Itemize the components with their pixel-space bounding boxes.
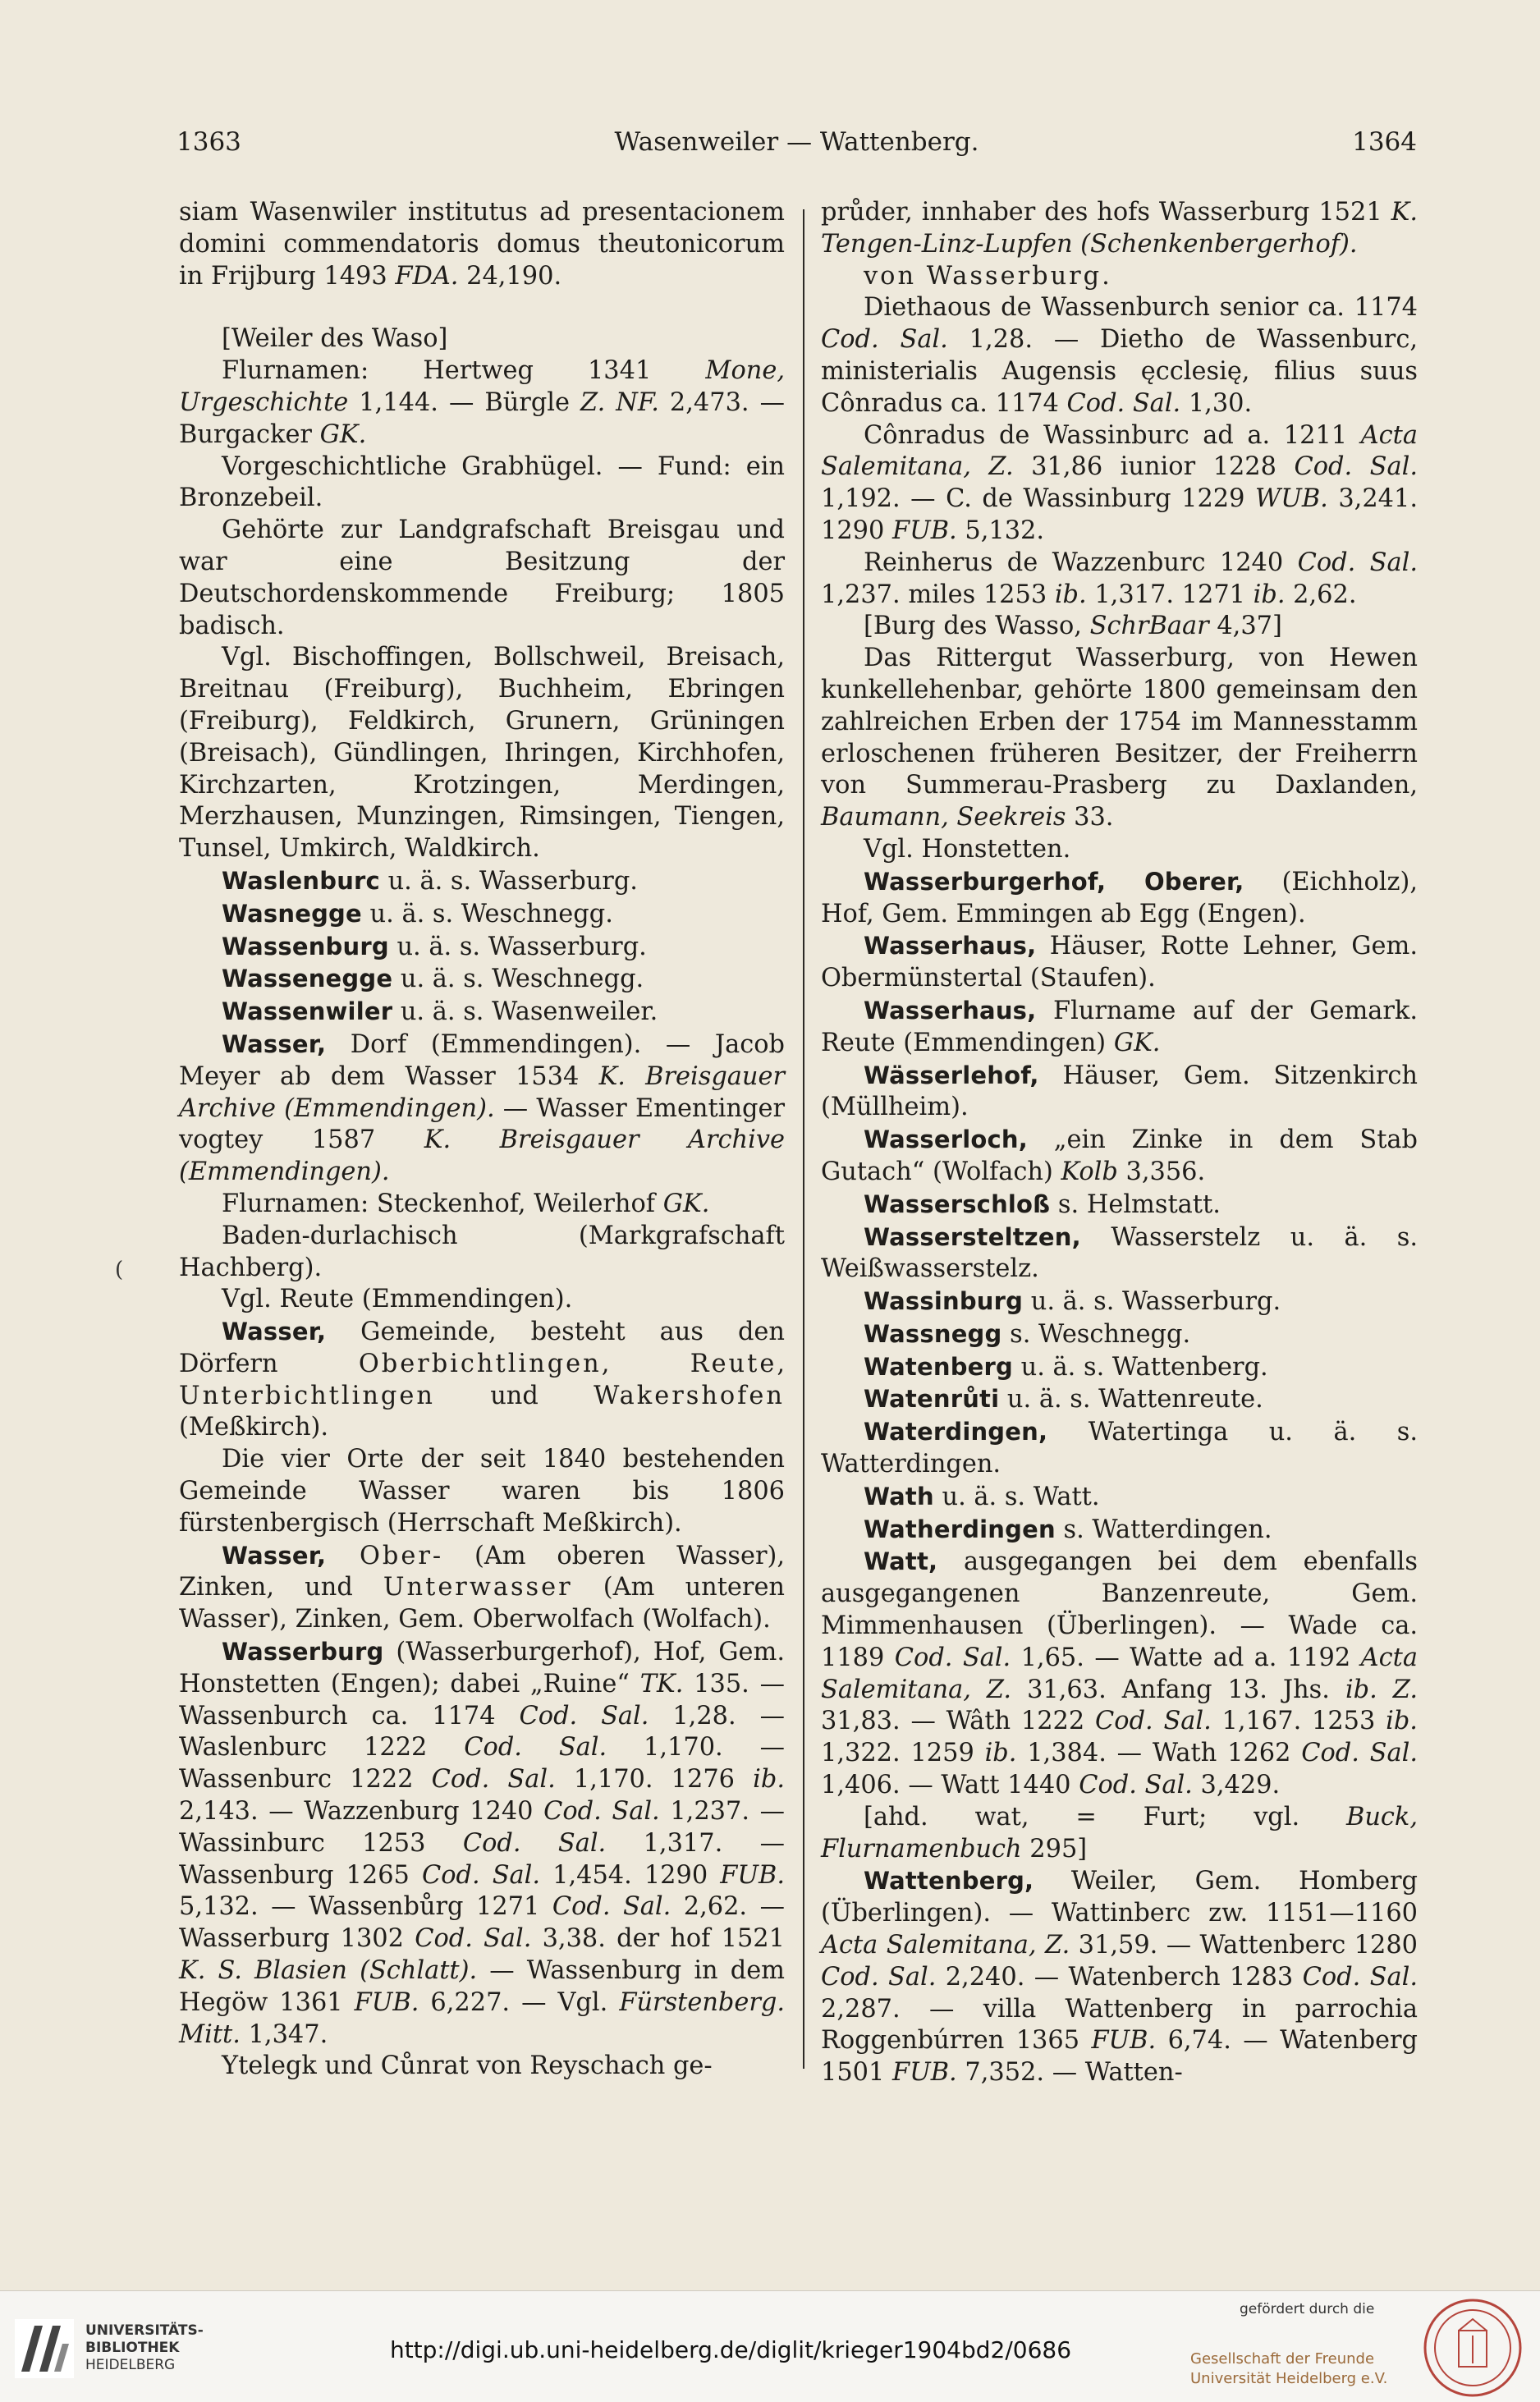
paragraph: Vgl. Bischoffingen, Bollschweil, Breisach, Breitnau (Freiburg), Buchheim, Ebringen (Freiburg), Feldkirch, Grunern, Grüningen (Breisach), Gündlingen, Ihringen, Kirchhofen, Kirchzarten, Krotzingen, Merdingen, Merzhausen, Munzingen, Rimsingen, Tiengen, Tunsel, Umkirch, Waldkirch. [179, 643, 785, 864]
paragraph: Vgl. Honstetten. [864, 834, 1071, 864]
paragraph: Baden-durlachisch (Markgrafschaft Hachberg). [179, 1221, 785, 1282]
margin-mark: ( [115, 1258, 124, 1282]
entry: Wassersteltzen, Wasserstelz u. ä. s. Weißwasserstelz. [821, 1222, 1418, 1284]
entry: Wasserburgerhof, Oberer, (Eichholz), Hof, Gem. Emmingen ab Egg (Engen). [821, 867, 1418, 928]
paragraph: Die vier Orte der seit 1840 bestehenden Gemeinde Wasser waren bis 1806 fürstenbergisch (Herrschaft Meßkirch). [179, 1445, 785, 1538]
sponsor-label: gefördert durch die [1240, 2301, 1375, 2317]
library-logo[interactable] [15, 2316, 228, 2381]
paragraph: Gehörte zur Landgrafschaft Breisgau und war eine Besitzung der Deutschordenskommende Freiburg; 1805 badisch. [179, 516, 785, 640]
entry: Wassenegge u. ä. s. Weschnegg. [222, 965, 644, 994]
entry: Wässerlehof, Häuser, Gem. Sitzenkirch (Müllheim). [821, 1061, 1418, 1122]
paragraph: Diethaous de Wassenburch senior ca. 1174 Cod. Sal. 1,28. — Dietho de Wassenburc, ministerialis Augensis ęcclesię, filius suus Cônradus ca. 1174 Cod. Sal. 1,30. [821, 293, 1418, 418]
page-number-left: 1363 [176, 127, 241, 157]
paragraph: Vgl. Reute (Emmendingen). [222, 1285, 573, 1314]
right-column [821, 197, 1418, 2089]
library-emblem-icon [15, 2319, 74, 2378]
entry: Wattenberg, Weiler, Gem. Homberg (Überlingen). — Wattinberc zw. 1151—1160 Acta Salemitana, Z. 31,59. — Wattenberc 1280 Cod. Sal. 2,240. — Watenberch 1283 Cod. Sal. 2,287. — villa Wattenberg in parrochia Roggenbúrren 1365 FUB. 6,74. — Watenberg 1501 FUB. 7,352. — Watten- [821, 1867, 1418, 2088]
entry: Watherdingen s. Watterdingen. [864, 1515, 1272, 1544]
paragraph: [ahd. wat, = Furt; vgl. Buck, Flurnamenbuch 295] [821, 1802, 1418, 1863]
entry: Wassnegg s. Weschnegg. [864, 1319, 1191, 1349]
entry: Wassinburg u. ä. s. Wasserburg. [864, 1287, 1281, 1317]
entry: Waterdingen, Watertinga u. ä. s. Watterdingen. [821, 1418, 1418, 1479]
paragraph: Das Rittergut Wasserburg, von Hewen kunkellehenbar, gehörte 1800 gemeinsam den zahlreichen Erben der 1754 im Mannesstamm erloschenen früheren Besitzer, der Freiherrn von Summerau-Prasberg zu Daxlanden, Baumann, Seekreis 33. [821, 644, 1418, 832]
sponsor-name-line1: Gesellschaft der Freunde [1190, 2350, 1375, 2368]
university-seal-icon [1423, 2298, 1523, 2398]
page-header [176, 127, 1417, 176]
paragraph: Reinherus de Wazzenburc 1240 Cod. Sal. 1,237. miles 1253 ib. 1,317. 1271 ib. 2,62. [821, 548, 1418, 609]
sponsor-name-line2: Universität Heidelberg e.V. [1190, 2370, 1388, 2387]
paragraph: Cônradus de Wassinburc ad a. 1211 Acta Salemitana, Z. 31,86 iunior 1228 Cod. Sal. 1,192. — C. de Wassinburg 1229 WUB. 3,241. 1290 FUB. 5,132. [821, 420, 1418, 545]
entry: Wasser, Ober- (Am oberen Wasser), Zinken, und Unterwasser (Am unteren Wasser), Zinken, Gem. Oberwolfach (Wolfach). [179, 1541, 786, 1634]
entry: Watenberg u. ä. s. Wattenberg. [864, 1352, 1268, 1382]
paragraph: [Burg des Wasso, SchrBaar 4,37] [864, 612, 1282, 641]
left-column [179, 197, 785, 2083]
viewer-footer [0, 2290, 1540, 2402]
entry: Wasserloch, „ein Zinke in dem Stab Gutach“ (Wolfach) Kolb 3,356. [821, 1125, 1418, 1186]
entry: Watt, ausgegangen bei dem ebenfalls ausgegangenen Banzenreute, Gem. Mimmenhausen (Überlingen). — Wade ca. 1189 Cod. Sal. 1,65. — Watte ad a. 1192 Acta Salemitana, Z. 31,63. Anfang 13. Jhs. ib. Z. 31,83. — Wâth 1222 Cod. Sal. 1,167. 1253 ib. 1,322. 1259 ib. 1,384. — Wath 1262 Cod. Sal. 1,406. — Watt 1440 Cod. Sal. 3,429. [821, 1547, 1418, 1800]
permalink-url[interactable]: http://digi.ub.uni-heidelberg.de/diglit/krieger1904bd2/0686 [389, 2336, 1072, 2363]
entry: Wasserburg (Wasserburgerhof), Hof, Gem. Honstetten (Engen); dabei „Ruine“ TK. 135. — Wassenburch ca. 1174 Cod. Sal. 1,28. — Waslenburc 1222 Cod. Sal. 1,170. — Wassenburc 1222 Cod. Sal. 1,170. 1276 ib. 2,143. — Wazzenburg 1240 Cod. Sal. 1,237. — Wassinburc 1253 Cod. Sal. 1,317. — Wassenburg 1265 Cod. Sal. 1,454. 1290 FUB. 5,132. — Wassenbůrg 1271 Cod. Sal. 2,62. — Wasserburg 1302 Cod. Sal. 3,38. der hof 1521 K. S. Blasien (Schlatt). — Wassenburg in dem Hegöw 1361 FUB. 6,227. — Vgl. Fürstenberg. Mitt. 1,347. [179, 1638, 786, 2049]
paragraph: Vorgeschichtliche Grabhügel. — Fund: ein Bronzebeil. [179, 452, 785, 513]
entry: Watenrůti u. ä. s. Wattenreute. [864, 1385, 1263, 1414]
entry: Wasserhaus, Flurname auf der Gemark. Reute (Emmendingen) GK. [821, 996, 1418, 1057]
entry: Waslenburc u. ä. s. Wasserburg. [222, 866, 638, 896]
running-title: Wasenweiler — Wattenberg. [614, 127, 979, 157]
paragraph: Flurnamen: Hertweg 1341 Mone, Urgeschichte 1,144. — Bürgle Z. NF. 2,473. — Burgacker GK. [179, 356, 785, 449]
paragraph: [Weiler des Waso] [222, 324, 448, 354]
entry: Wath u. ä. s. Watt. [864, 1482, 1100, 1511]
entry: Wasserhaus, Häuser, Rotte Lehner, Gem. Obermünstertal (Staufen). [821, 932, 1418, 993]
entry: Wasser, Gemeinde, besteht aus den Dörfern Oberbichtlingen, Reute, Unterbichtlingen und Wakershofen (Meßkirch). [179, 1318, 785, 1442]
entry: Wassenburg u. ä. s. Wasserburg. [222, 932, 647, 961]
paragraph: Flurnamen: Steckenhof, Weilerhof GK. [222, 1189, 710, 1218]
paragraph: von Wasserburg. [864, 261, 1112, 291]
paragraph: Ytelegk und Cůnrat von Reyschach ge- [222, 2051, 713, 2081]
page-number-right: 1364 [1352, 127, 1417, 157]
column-divider [803, 209, 804, 2069]
entry: Wasnegge u. ä. s. Weschnegg. [222, 899, 613, 928]
entry: Wasser, Dorf (Emmendingen). — Jacob Meyer ab dem Wasser 1534 K. Breisgauer Archive (Emmendingen). — Wasser Ementinger vogtey 1587 K. Breisgauer Archive (Emmendingen). [179, 1029, 785, 1187]
paragraph: siam Wasenwiler institutus ad presentacionem domini commendatoris domus theutonicorum in Frijburg 1493 FDA. 24,190. [179, 198, 785, 291]
entry: Wassenwiler u. ä. s. Wasenweiler. [222, 997, 658, 1027]
paragraph: průder, innhaber des hofs Wasserburg 1521 K. Tengen-Linz-Lupfen (Schenkenbergerhof). [821, 198, 1418, 259]
library-name: UNIVERSITÄTS- BIBLIOTHEK HEIDELBERG [85, 2322, 204, 2373]
entry: Wasserschloß s. Helmstatt. [864, 1190, 1221, 1219]
